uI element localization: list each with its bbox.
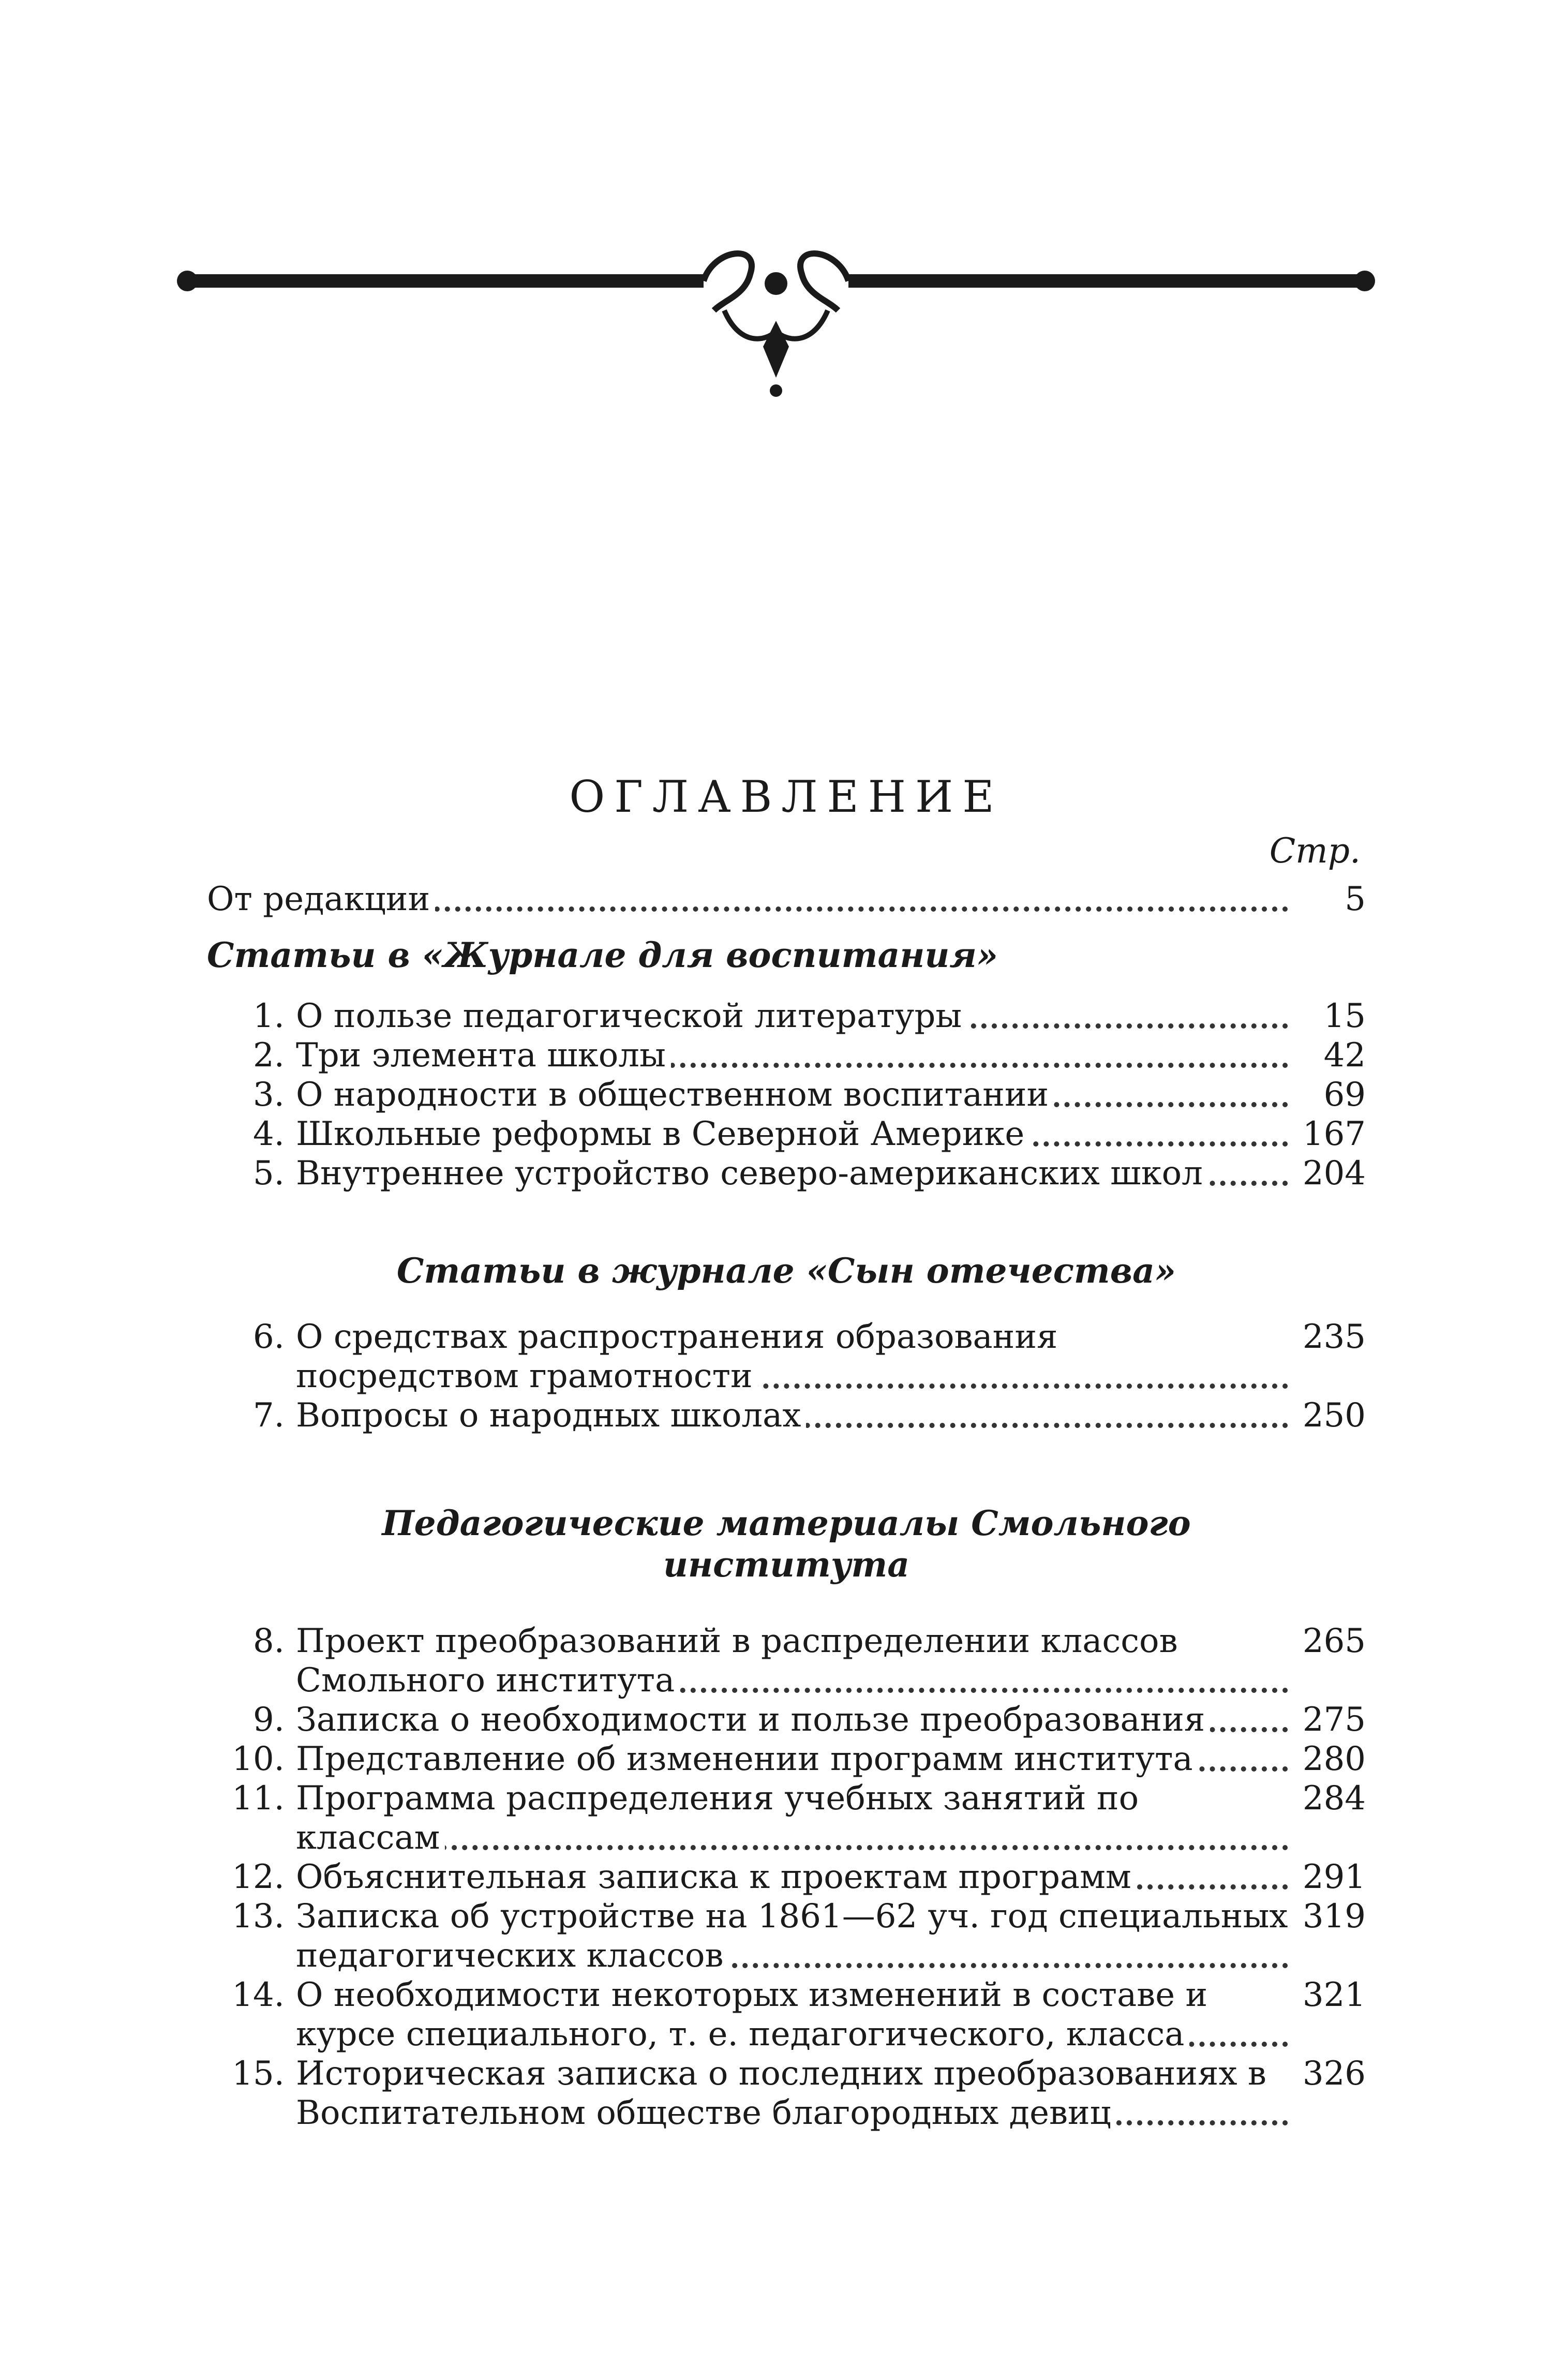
entry-title-wrap bbox=[296, 1897, 1288, 1975]
entry-page: 42 bbox=[1323, 1036, 1366, 1075]
entry-title: О пользе педагогической литературы bbox=[296, 997, 967, 1035]
section-heading-smolny: Педагогические материалы Смольного института bbox=[382, 1503, 1191, 1585]
entry-page: 265 bbox=[1302, 1622, 1366, 1660]
entry-number: 1. bbox=[252, 997, 285, 1035]
entry-page: 204 bbox=[1302, 1154, 1366, 1193]
entry-number: 3. bbox=[252, 1076, 285, 1114]
entry-number: 13. bbox=[232, 1897, 285, 1936]
entry-page: 15 bbox=[1323, 997, 1366, 1035]
entry-title: Вопросы о народных школах bbox=[296, 1396, 806, 1435]
section-heading-zhurnal: Статьи в «Журнале для воспитания» bbox=[207, 935, 998, 975]
entry-number: 7. bbox=[252, 1396, 285, 1435]
toc-title: ОГЛАВЛЕНИЕ bbox=[569, 771, 1004, 822]
entry-number: 5. bbox=[252, 1154, 285, 1193]
toc-entry-14[interactable] bbox=[207, 1975, 1366, 2054]
entry-title-wrap bbox=[296, 1075, 1288, 1114]
toc-entry-8[interactable] bbox=[207, 1622, 1366, 1700]
table-of-contents bbox=[207, 766, 1366, 2133]
entry-number: 9. bbox=[252, 1701, 285, 1739]
entry-page: 275 bbox=[1302, 1701, 1366, 1739]
entry-title: О необходимости некоторых изменений в составе и курсе специального, т. е. педагогического, класса bbox=[296, 1976, 1208, 2054]
entry-title-wrap bbox=[296, 1857, 1288, 1897]
toc-entry-10[interactable] bbox=[207, 1739, 1366, 1779]
entry-page: 291 bbox=[1302, 1858, 1366, 1896]
entry-title-wrap bbox=[296, 996, 1288, 1036]
entry-title-wrap bbox=[296, 1036, 1288, 1075]
entry-title: Записка об устройстве на 1861—62 уч. год специальных педагогических классов bbox=[296, 1897, 1288, 1975]
toc-entry-7[interactable] bbox=[207, 1396, 1366, 1435]
entry-page: 235 bbox=[1302, 1318, 1366, 1356]
entry-number: 11. bbox=[232, 1779, 285, 1818]
entry-number: 6. bbox=[252, 1318, 285, 1356]
toc-entry-9[interactable] bbox=[207, 1700, 1366, 1739]
section-heading-syn-otechestva: Статьи в журнале «Сын отечества» bbox=[396, 1251, 1176, 1291]
entry-title-wrap bbox=[296, 1779, 1288, 1857]
entry-title-wrap bbox=[296, 1739, 1288, 1779]
entry-title-wrap bbox=[296, 1700, 1288, 1739]
entry-title-wrap bbox=[296, 1975, 1288, 2054]
toc-entry-11[interactable] bbox=[207, 1779, 1366, 1857]
entry-page: 5 bbox=[1345, 880, 1366, 918]
toc-entry-6[interactable] bbox=[207, 1317, 1366, 1396]
entry-title-wrap bbox=[296, 1114, 1288, 1154]
entry-title: Историческая записка о последних преобразованиях в Воспитательном обществе благородных девиц bbox=[296, 2055, 1266, 2132]
entry-page: 326 bbox=[1302, 2055, 1366, 2093]
entry-title-wrap bbox=[296, 1622, 1288, 1700]
entry-page: 280 bbox=[1302, 1740, 1366, 1778]
toc-entry-15[interactable] bbox=[207, 2054, 1366, 2133]
toc-entry-4[interactable] bbox=[207, 1114, 1366, 1154]
entry-title-wrap bbox=[296, 1154, 1288, 1193]
toc-entry-2[interactable] bbox=[207, 1036, 1366, 1075]
entry-number: 4. bbox=[252, 1115, 285, 1153]
entry-page: 167 bbox=[1302, 1115, 1366, 1153]
entry-page: 319 bbox=[1302, 1897, 1366, 1936]
entry-page: 284 bbox=[1302, 1779, 1366, 1818]
entry-title-wrap bbox=[296, 1396, 1288, 1435]
entry-title: Школьные реформы в Северной Америке bbox=[296, 1115, 1029, 1153]
toc-entry-3[interactable] bbox=[207, 1075, 1366, 1114]
entry-title-wrap bbox=[296, 2054, 1288, 2133]
toc-entry-1[interactable] bbox=[207, 996, 1366, 1036]
toc-entry-preface[interactable] bbox=[207, 880, 1366, 919]
toc-entry-13[interactable] bbox=[207, 1897, 1366, 1975]
entry-number: 10. bbox=[232, 1740, 285, 1778]
entry-title: Проект преобразований в распределении классов Смольного института bbox=[296, 1622, 1178, 1700]
entry-title: От редакции bbox=[207, 880, 435, 918]
entry-number: 12. bbox=[232, 1858, 285, 1896]
entry-number: 8. bbox=[252, 1622, 285, 1660]
toc-entry-12[interactable] bbox=[207, 1857, 1366, 1897]
entry-title: Три элемента школы bbox=[296, 1036, 671, 1075]
entry-title: Внутреннее устройство северо-американских школ bbox=[296, 1154, 1208, 1193]
entry-title-wrap bbox=[296, 1317, 1288, 1396]
entry-number: 15. bbox=[232, 2055, 285, 2093]
page-column-header: Стр. bbox=[1269, 831, 1361, 871]
entry-title: Программа распределения учебных занятий по классам bbox=[296, 1779, 1139, 1857]
decorative-ornament bbox=[176, 243, 1376, 414]
entry-page: 321 bbox=[1302, 1976, 1366, 2014]
entry-number: 2. bbox=[252, 1036, 285, 1075]
entry-title: О средствах распространения образования посредством грамотности bbox=[296, 1318, 1058, 1395]
toc-entry-5[interactable] bbox=[207, 1154, 1366, 1193]
entry-title-wrap bbox=[207, 880, 1288, 919]
entry-number: 14. bbox=[232, 1976, 285, 2014]
entry-title: Представление об изменении программ института bbox=[296, 1740, 1198, 1778]
entry-page: 69 bbox=[1323, 1076, 1366, 1114]
entry-title: Объяснительная записка к проектам программ bbox=[296, 1858, 1137, 1896]
entry-title: Записка о необходимости и пользе преобразования bbox=[296, 1701, 1210, 1739]
entry-title: О народности в общественном воспитании bbox=[296, 1076, 1054, 1114]
entry-page: 250 bbox=[1302, 1396, 1366, 1435]
